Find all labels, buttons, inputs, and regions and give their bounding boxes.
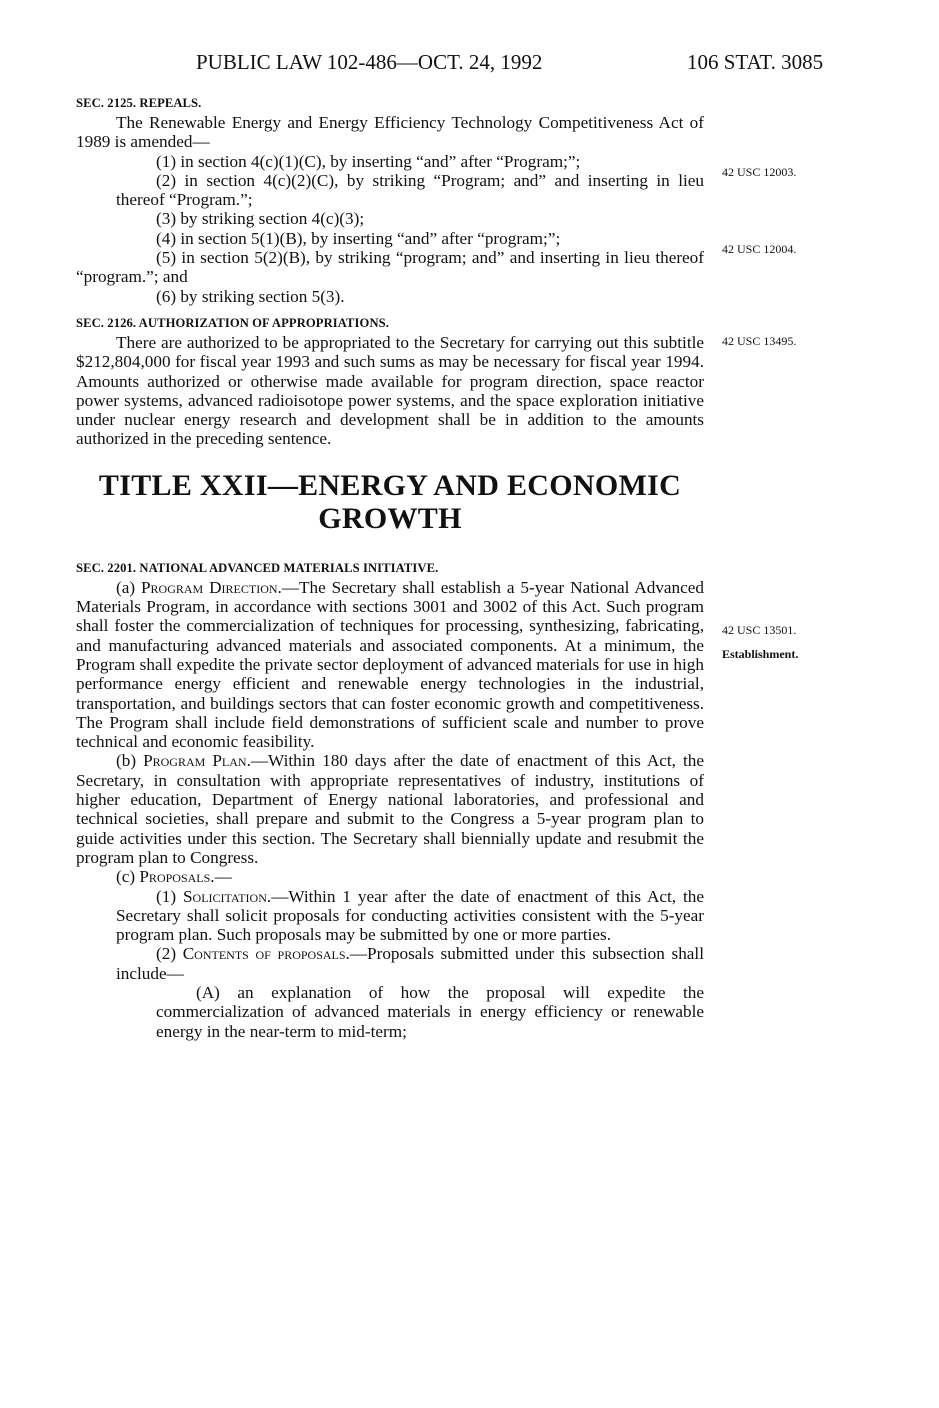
paragraph-text: .—Proposals submitted under this subsection shall include— <box>116 944 704 983</box>
section-2201 <box>76 559 704 1041</box>
section-heading: SEC. 2126. AUTHORIZATION OF APPROPRIATIONS. <box>76 315 389 330</box>
paragraph-text: .—Within 1 year after the date of enactment of this Act, the Secretary shall solicit proposals for conducting activities consistent with the 5-year program plan. Such proposals may be submitted by one or more parties. <box>116 886 704 945</box>
main-text-column <box>76 94 704 1041</box>
subsection-c <box>76 867 704 886</box>
margin-note-citation: 42 USC 12003. <box>722 165 797 179</box>
margin-note-citation: 42 USC 12004. <box>722 242 797 256</box>
paragraph-caption: Contents of proposals <box>182 944 346 964</box>
margin-note-citation: 42 USC 13501. <box>722 623 797 637</box>
subsection-label: (a) <box>116 577 141 597</box>
title-line-1: TITLE XXII—ENERGY AND ECONOMIC <box>98 468 682 502</box>
subsection-label: (c) <box>116 867 140 887</box>
running-head: PUBLIC LAW 102-486—OCT. 24, 1992 <box>196 50 543 74</box>
section-heading: SEC. 2125. REPEALS. <box>76 96 202 110</box>
list-item: (3) by striking section 4(c)(3); <box>156 209 365 229</box>
section-intro: The Renewable Energy and Energy Efficiency Technology Competitiveness Act of 1989 is amended— <box>76 113 704 152</box>
section-2125 <box>76 94 704 306</box>
list-item: (2) in section 4(c)(2)(C), by striking “Program; and” and inserting in lieu thereof “Program.”; <box>116 170 704 210</box>
section-2126 <box>76 314 704 449</box>
subsection-a <box>76 578 704 752</box>
list-item: (1) in section 4(c)(1)(C), by inserting “and” after “Program;”; <box>156 151 581 171</box>
paragraph-c2 <box>76 944 704 983</box>
subsection-caption: Proposals <box>139 867 211 887</box>
subparagraph-a: (A) an explanation of how the proposal will expedite the commercialization of advanced materials in energy efficiency or renewable energy in the near-term to mid-term; <box>156 982 704 1041</box>
paragraph-caption: Solicitation <box>182 886 267 906</box>
subsection-caption: Program Plan <box>143 751 247 771</box>
list-item: (6) by striking section 5(3). <box>156 286 345 306</box>
section-heading: SEC. 2201. NATIONAL ADVANCED MATERIALS INITIATIVE. <box>76 560 439 575</box>
list-item: (5) in section 5(2)(B), by striking “program; and” and inserting in lieu thereof “program.”; and <box>76 248 704 287</box>
paragraph-label: (1) <box>156 886 183 906</box>
paragraph-label: (2) <box>156 944 183 964</box>
section-body: There are authorized to be appropriated to the Secretary for carrying out this subtitle $212,804,000 for fiscal year 1993 and such sums as may be necessary for fiscal year 1994. Amounts authorized or otherwise made available for program direction, space reactor power systems, advanced radioisotope power systems, and the space exploration initiative under nuclear energy research and development shall be in addition to the amounts authorized in the preceding sentence. <box>76 332 704 449</box>
paragraph-c1 <box>76 887 704 945</box>
title-line-2: GROWTH <box>318 501 462 535</box>
subsection-label: (b) <box>116 751 144 771</box>
statute-page-number: 106 STAT. 3085 <box>687 50 824 74</box>
list-item: (4) in section 5(1)(B), by inserting “and” after “program;”; <box>156 228 561 248</box>
subsection-text: .—Within 180 days after the date of enactment of this Act, the Secretary, in consultation with appropriate representatives of industry, institutions of higher education, Department of Energy national laboratories, and professional and technical societies, shall prepare and submit to the Congress a 5-year program plan to guide activities under this section. The Secretary shall biennially update and resubmit the program plan to Congress. <box>76 751 704 867</box>
title-heading <box>76 469 704 535</box>
page-header <box>0 50 939 80</box>
subsection-b <box>76 751 704 867</box>
subsection-caption: Program Direction <box>140 577 278 597</box>
subsection-text: .—The Secretary shall establish a 5-year National Advanced Materials Program, in accordance with sections 3001 and 3002 of this Act. Such program shall foster the commercialization of techniques for processing, synthesizing, fabricating, and manufacturing advanced materials and associated components. At a minimum, the Program shall expedite the private sector deployment of advanced materials for use in high performance energy efficient and renewable energy technologies in the industrial, transportation, and buildings sectors that can foster economic growth and competitiveness. The Program shall include field demonstrations of sufficient scale and number to prove technical and economic feasibility. <box>76 577 704 752</box>
margin-note-establishment: Establishment. <box>722 647 799 661</box>
margin-note-citation: 42 USC 13495. <box>722 334 797 348</box>
subsection-text: .— <box>210 867 232 887</box>
